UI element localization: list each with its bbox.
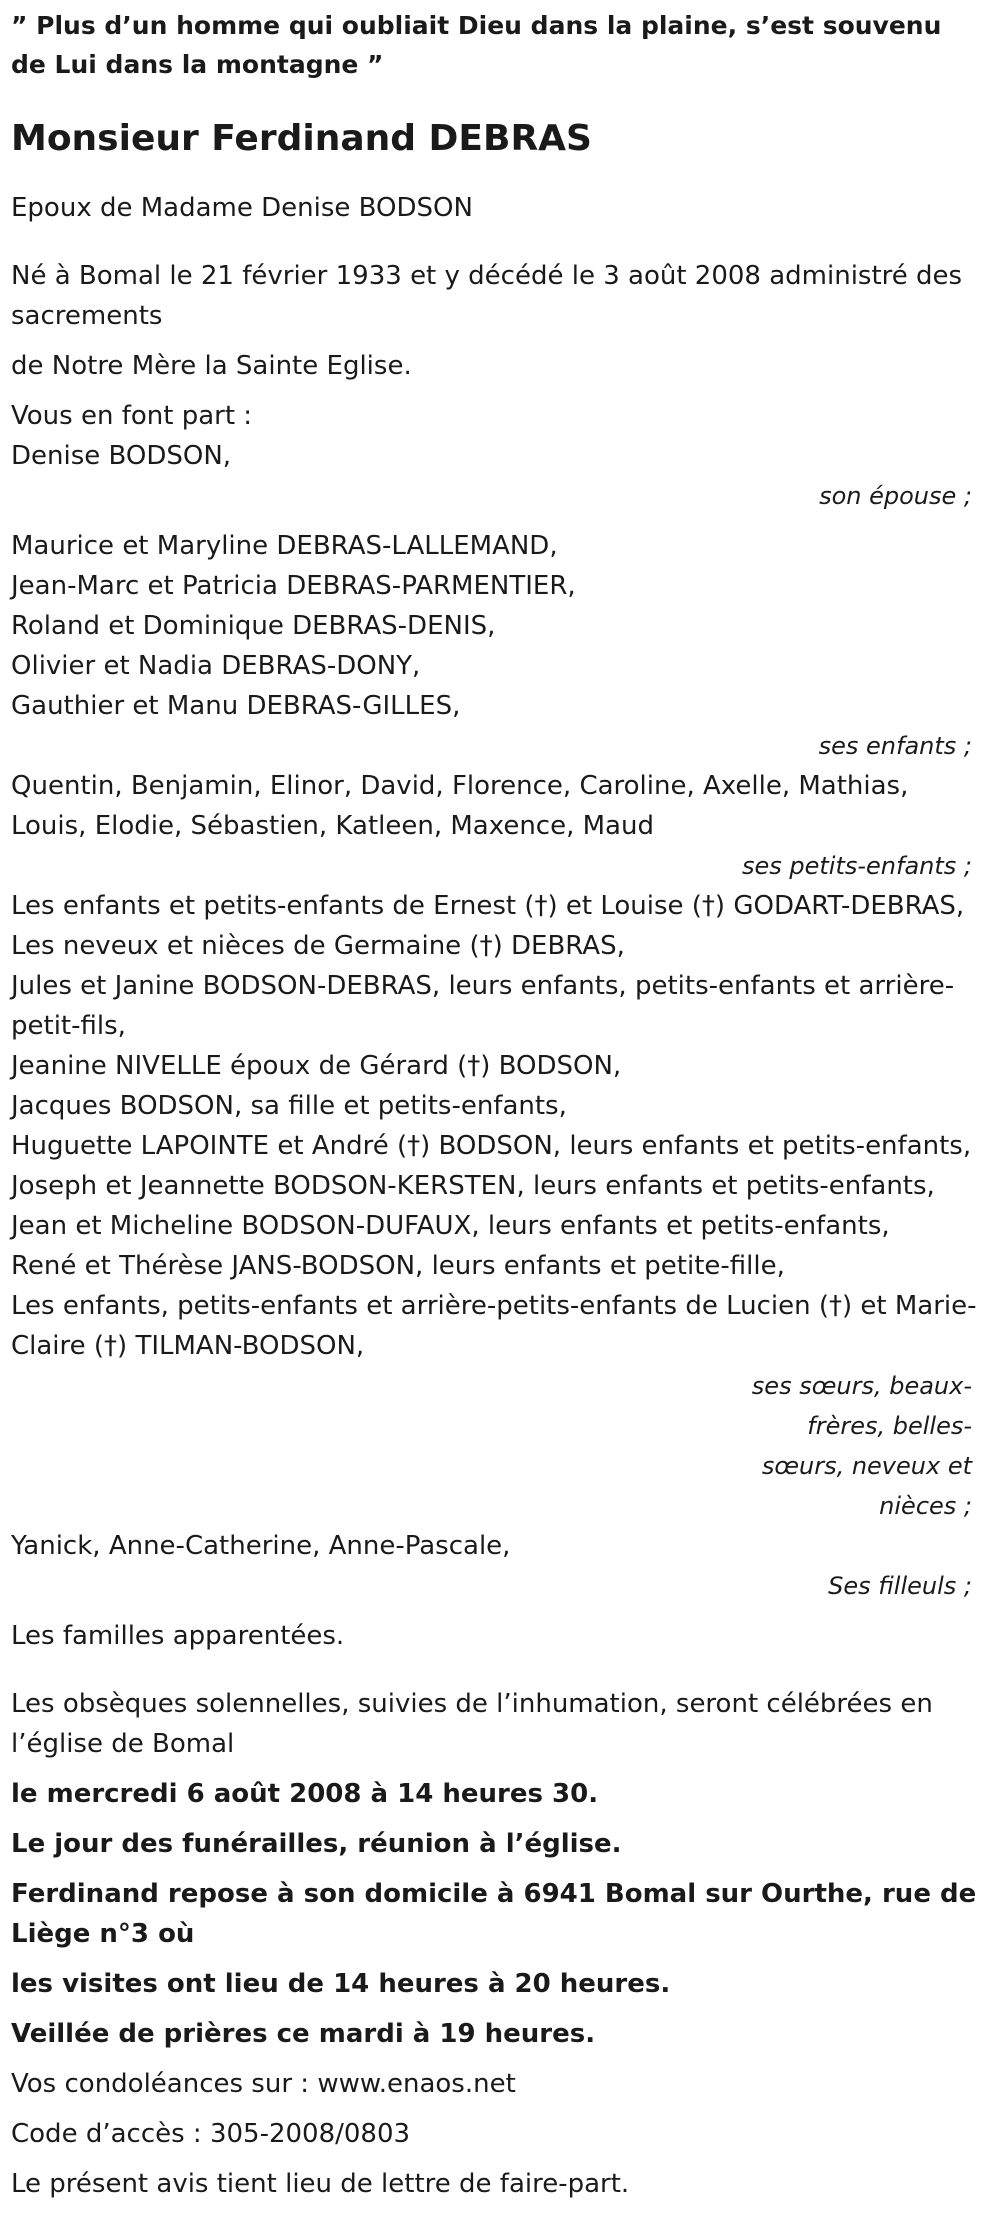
siblings-name: Jacques BODSON, sa fille et petits-enfants,: [11, 1091, 567, 1121]
funeral-vigil: Veillée de prières ce mardi à 19 heures.: [11, 2019, 596, 2049]
children-name: Olivier et Nadia DEBRAS-DONY,: [11, 651, 421, 681]
siblings-group: [11, 886, 980, 1526]
children-group: [11, 526, 980, 766]
funeral-details: [11, 1684, 980, 2054]
funeral-rest: Ferdinand repose à son domicile à 6941 Bomal sur Ourthe, rue de Liège n°3 où: [11, 1879, 977, 1949]
closing-line: Le présent avis tient lieu de lettre de faire-part.: [11, 2169, 630, 2199]
access-code-line: Code d’accès : 305-2008/0803: [11, 2119, 411, 2149]
grandchildren-names: Quentin, Benjamin, Elinor, David, Florence, Caroline, Axelle, Mathias, Louis, Elodie, Sébastien, Katleen, Maxence, Maud: [11, 771, 909, 841]
children-name: Maurice et Maryline DEBRAS-LALLEMAND,: [11, 531, 558, 561]
church-line: de Notre Mère la Sainte Eglise.: [11, 351, 412, 381]
grandchildren-group: [11, 766, 980, 886]
funeral-intro: Les obsèques solennelles, suivies de l’inhumation, seront célébrées en l’église de Bomal: [11, 1689, 933, 1759]
godchildren-names: Yanick, Anne-Catherine, Anne-Pascale,: [11, 1531, 511, 1561]
funeral-visits: les visites ont lieu de 14 heures à 20 heures.: [11, 1969, 671, 1999]
siblings-name: Les enfants et petits-enfants de Ernest (†) et Louise (†) GODART-DEBRAS,: [11, 891, 965, 921]
grandchildren-group-relation: ses petits-enfants ;: [741, 852, 972, 880]
godchildren-group-relation: Ses filleuls ;: [828, 1572, 972, 1600]
siblings-group-relation: ses sœurs, beaux-frères, belles-sœurs, neveux et nièces ;: [751, 1372, 972, 1520]
funeral-date: le mercredi 6 août 2008 à 14 heures 30.: [11, 1779, 599, 1809]
siblings-name: René et Thérèse JANS-BODSON, leurs enfants et petite-fille,: [11, 1251, 785, 1281]
siblings-name: Les enfants, petits-enfants et arrière-petits-enfants de Lucien (†) et Marie-Claire (†) TILMAN-BODSON,: [11, 1291, 977, 1361]
deceased-name: Monsieur Ferdinand DEBRAS: [11, 118, 592, 159]
siblings-name: Jean et Micheline BODSON-DUFAUX, leurs enfants et petits-enfants,: [11, 1211, 890, 1241]
announce-intro: Vous en font part :: [11, 401, 253, 431]
siblings-name: Jeanine NIVELLE époux de Gérard (†) BODSON,: [11, 1051, 622, 1081]
spouse-group-relation: son épouse ;: [819, 482, 972, 510]
siblings-name: Huguette LAPOINTE et André (†) BODSON, leurs enfants et petits-enfants,: [11, 1131, 972, 1161]
siblings-name: Jules et Janine BODSON-DEBRAS, leurs enfants, petits-enfants et arrière-petit-fils,: [11, 971, 955, 1041]
opening-quote: ” Plus d’un homme qui oubliait Dieu dans la plaine, s’est souvenu de Lui dans la montagne ”: [11, 11, 942, 79]
spouse-line: Epoux de Madame Denise BODSON: [11, 193, 473, 223]
siblings-name: Les neveux et nièces de Germaine (†) DEBRAS,: [11, 931, 625, 961]
children-name: Jean-Marc et Patricia DEBRAS-PARMENTIER,: [11, 571, 576, 601]
families-line: Les familles apparentées.: [11, 1621, 345, 1651]
spouse-group-name: Denise BODSON,: [11, 441, 232, 471]
birth-death-line: Né à Bomal le 21 février 1933 et y décédé le 3 août 2008 administré des sacrements: [11, 261, 963, 331]
condolences-line: Vos condoléances sur : www.enaos.net: [11, 2069, 516, 2099]
siblings-name: Joseph et Jeannette BODSON-KERSTEN, leurs enfants et petits-enfants,: [11, 1171, 935, 1201]
godchildren-group: [11, 1526, 980, 1606]
children-group-relation: ses enfants ;: [818, 732, 972, 760]
children-name: Roland et Dominique DEBRAS-DENIS,: [11, 611, 496, 641]
funeral-meeting: Le jour des funérailles, réunion à l’église.: [11, 1829, 622, 1859]
children-name: Gauthier et Manu DEBRAS-GILLES,: [11, 691, 461, 721]
